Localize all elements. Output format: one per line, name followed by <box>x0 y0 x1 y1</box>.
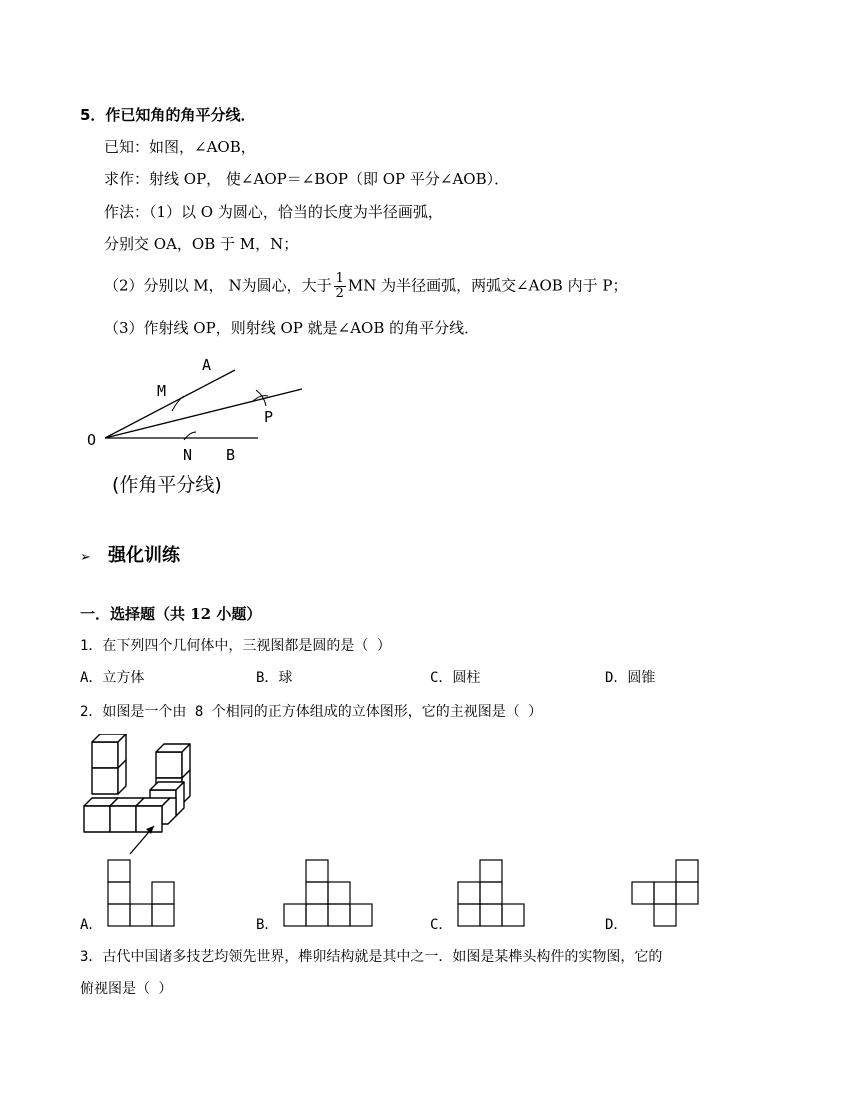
required-text: 求作：射线 OP， 使∠AOP＝∠BOP（即 OP 平分∠AOB）． <box>104 170 510 188</box>
q2-option-b[interactable]: B． <box>256 917 279 933</box>
training-heading: 强化训练 <box>108 545 180 566</box>
q3-stem-line1: 3．古代中国诸多技艺均领先世界，榫卯结构就是其中之一．如图是某榫头构件的实物图，它的 <box>80 949 663 965</box>
method-step-1b: 分别交 OA，OB 于 M，N； <box>104 235 299 253</box>
q1-option-c[interactable]: C．圆柱 <box>430 670 481 686</box>
fraction-denominator: 2 <box>335 286 344 301</box>
q2-option-b-figure[interactable] <box>282 858 374 928</box>
q1-option-a[interactable]: A．立方体 <box>80 670 145 686</box>
q3-stem-line2: 俯视图是（ ） <box>80 981 173 997</box>
given-text: 已知：如图，∠AOB， <box>104 138 256 156</box>
label-a: A <box>202 356 212 374</box>
q2-option-c[interactable]: C． <box>430 917 453 933</box>
section-title: 5．作已知角的角平分线． <box>80 106 256 124</box>
method-step-2 <box>104 272 627 301</box>
method-step-2-post: MN 为半径画弧，两弧交∠AOB 内于 P； <box>347 276 628 295</box>
q2-option-a[interactable]: A． <box>80 917 103 933</box>
arc-n <box>184 432 196 440</box>
q2-stem: 2．如图是一个由 8 个相同的正方体组成的立体图形，它的主视图是（ ） <box>80 704 543 720</box>
q2-option-a-figure[interactable] <box>106 858 176 928</box>
angle-bisector-figure <box>80 348 306 498</box>
q2-option-c-figure[interactable] <box>456 858 526 928</box>
method-step-2-pre: （2）分别以 M， N为圆心，大于 <box>104 276 332 295</box>
label-o: O <box>87 431 97 449</box>
q1-option-d[interactable]: D．圆锥 <box>605 670 656 686</box>
q2-option-d-figure[interactable] <box>630 858 700 928</box>
fraction-numerator: 1 <box>335 271 344 286</box>
label-m: M <box>157 382 167 400</box>
label-p: P <box>264 408 274 426</box>
fraction-half <box>334 272 346 301</box>
q1-stem: 1．在下列四个几何体中，三视图都是圆的是（ ） <box>80 638 391 654</box>
q2-option-d[interactable]: D． <box>605 917 628 933</box>
method-step-1a: 作法：（1）以 O 为圆心，恰当的长度为半径画弧， <box>104 203 443 221</box>
figure-caption: (作角平分线) <box>112 474 222 496</box>
method-step-3: （3）作射线 OP，则射线 OP 就是∠AOB 的角平分线． <box>104 319 480 337</box>
q1-option-b[interactable]: B．球 <box>256 670 293 686</box>
bullet-arrow-icon: ➢ <box>80 550 91 565</box>
part1-heading: 一．选择题（共 12 小题） <box>80 605 262 623</box>
cube-solid-figure <box>78 734 196 860</box>
label-n: N <box>183 446 193 464</box>
label-b: B <box>226 446 236 464</box>
ray-oa <box>105 370 235 438</box>
